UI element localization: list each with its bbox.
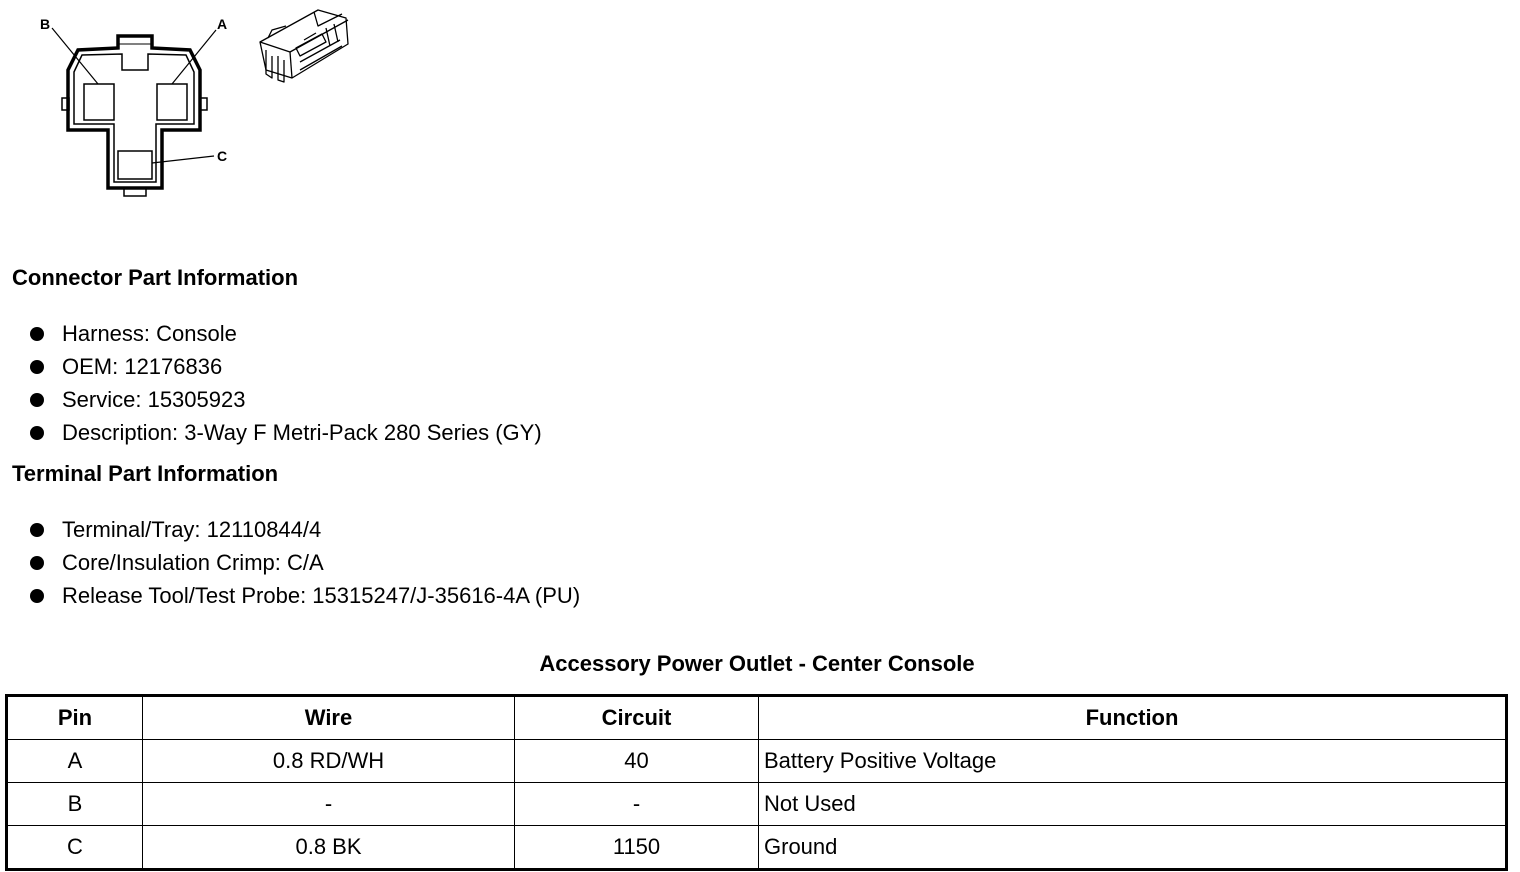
callout-b: B bbox=[40, 16, 51, 32]
list-item-text: Harness: Console bbox=[62, 321, 237, 346]
bullet-icon bbox=[30, 523, 44, 537]
terminal-part-info-list bbox=[28, 513, 580, 612]
terminal-part-info-heading: Terminal Part Information bbox=[12, 461, 279, 486]
list-item-text: Core/Insulation Crimp: C/A bbox=[62, 550, 324, 575]
list-item bbox=[28, 350, 542, 383]
wire-cell: - bbox=[143, 783, 515, 826]
list-item-text: OEM: 12176836 bbox=[62, 354, 223, 379]
cavity-a bbox=[157, 84, 187, 120]
table-row bbox=[7, 783, 1507, 826]
list-item-text: Service: 15305923 bbox=[62, 387, 246, 412]
bullet-icon bbox=[30, 556, 44, 570]
table-header-row bbox=[7, 696, 1507, 740]
wire-cell: 0.8 BK bbox=[143, 826, 515, 870]
function-cell: Ground bbox=[759, 826, 1507, 870]
pin-cell: C bbox=[7, 826, 143, 870]
list-item-text: Terminal/Tray: 12110844/4 bbox=[62, 517, 322, 542]
connector-part-info-heading: Connector Part Information bbox=[12, 265, 299, 290]
pin-cell: B bbox=[7, 783, 143, 826]
connector-3d-icon bbox=[260, 10, 348, 82]
list-item-text: Description: 3-Way F Metri-Pack 280 Series (GY) bbox=[62, 420, 542, 445]
column-header-function: Function bbox=[759, 696, 1507, 740]
list-item bbox=[28, 579, 580, 612]
callout-a: A bbox=[217, 16, 228, 32]
table-row bbox=[7, 826, 1507, 870]
cavity-b bbox=[84, 84, 114, 120]
list-item bbox=[28, 317, 542, 350]
circuit-cell: 40 bbox=[515, 740, 759, 783]
list-item bbox=[28, 383, 542, 416]
list-item bbox=[28, 416, 542, 449]
wire-cell: 0.8 RD/WH bbox=[143, 740, 515, 783]
connector-part-info-list bbox=[28, 317, 542, 449]
table-row bbox=[7, 740, 1507, 783]
bullet-icon bbox=[30, 393, 44, 407]
list-item bbox=[28, 546, 580, 579]
column-header-wire: Wire bbox=[143, 696, 515, 740]
function-cell: Battery Positive Voltage bbox=[759, 740, 1507, 783]
list-item-text: Release Tool/Test Probe: 15315247/J-35616-4A (PU) bbox=[62, 583, 581, 608]
column-header-pin: Pin bbox=[7, 696, 143, 740]
circuit-cell: - bbox=[515, 783, 759, 826]
bullet-icon bbox=[30, 589, 44, 603]
callout-c: C bbox=[217, 148, 228, 164]
bullet-icon bbox=[30, 360, 44, 374]
bullet-icon bbox=[30, 327, 44, 341]
connector-diagram bbox=[0, 0, 380, 210]
list-item bbox=[28, 513, 580, 546]
bullet-icon bbox=[30, 426, 44, 440]
circuit-cell: 1150 bbox=[515, 826, 759, 870]
cavity-c bbox=[118, 151, 152, 179]
pin-table bbox=[5, 694, 1508, 871]
pin-table-title: Accessory Power Outlet - Center Console bbox=[539, 651, 975, 676]
column-header-circuit: Circuit bbox=[515, 696, 759, 740]
connector-face-drawing bbox=[0, 0, 380, 210]
function-cell: Not Used bbox=[759, 783, 1507, 826]
pin-cell: A bbox=[7, 740, 143, 783]
